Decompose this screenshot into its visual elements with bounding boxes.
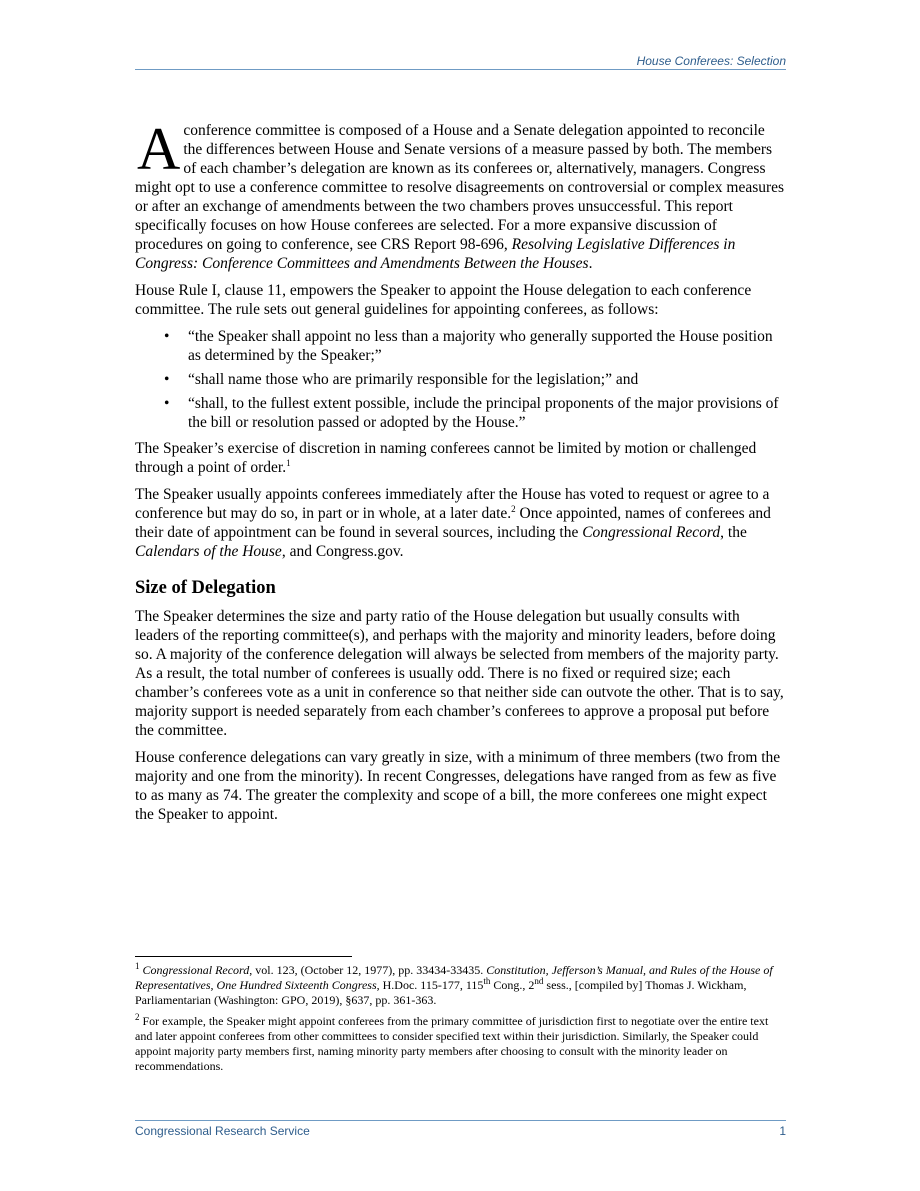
guideline-list [135,327,787,432]
fn1-th: th [483,976,491,987]
footnote-number: 1 [135,961,140,971]
fn1-text-c: Cong., 2 [490,978,535,993]
list-item-text: “the Speaker shall appoint no less than a majority who generally supported the House position as determined by the Speaker;” [188,328,773,364]
fn1-text-a: , vol. 123, (October 12, 1977), pp. 33434-33435. [249,963,487,977]
fn2-text: For example, the Speaker might appoint conferees from the primary committee of jurisdiction first to negotiate over the entire text and later appoint conferees from other committees to consider specified text within their jurisdiction. Similarly, the Speaker could appoint majority party members first, naming minority party members after choosing to consult with the minority leader on recommendations. [135,1013,769,1074]
footer-label: Congressional Research Service [135,1124,310,1138]
footnote-rule [135,956,352,957]
footnotes [135,963,787,1079]
timing-sep: , the [720,524,747,541]
timing-text-2: Once appointed, names of conferees and their date of appointment can be found in several sources, including the [135,505,771,541]
bullet: • [164,328,170,345]
list-item-text: “shall, to the fullest extent possible, include the principal proponents of the major provisions of the bill or resolution passed or adopted by the House.” [188,395,779,431]
list-item [135,394,787,432]
footnote-1 [135,963,787,1009]
timing-text-3: , and Congress.gov. [281,543,404,560]
fn1-nd: nd [534,976,544,987]
page-number: 1 [779,1124,786,1138]
report-title: Resolving Legislative Differences in Congress: Conference Committees and Amendments Between the Houses [135,236,736,272]
timing-paragraph [135,485,787,561]
fn1-text-d: sess., [compiled by] Thomas J. Wickham, Parliamentarian (Washington: GPO, 2019), §637, pp. 361-363. [135,978,747,1008]
source-calendars: Calendars of the House [135,543,282,560]
footer-rule [135,1120,786,1121]
discretion-text: The Speaker’s exercise of discretion in naming conferees cannot be limited by motion or challenged through a point of order. [135,440,757,476]
footnote-ref-1[interactable]: 1 [286,457,291,468]
size-paragraph-2: House conference delegations can vary greatly in size, with a minimum of three members (two from the majority and one from the minority). In recent Congresses, delegations have ranged from as few as five to as many as 74. The greater the complexity and scope of a bill, the more conferees one might expect the Speaker to appoint. [135,749,781,823]
bullet: • [164,371,170,388]
size-paragraph-1: The Speaker determines the size and party ratio of the House delegation but usually consults with leaders of the reporting committee(s), and perhaps with the majority and minority leaders, before doing so. A majority of the conference delegation will always be selected from members of the majority party. As a result, the total number of conferees is usually odd. There is no fixed or required size; each chamber’s conferees vote as a unit in conference so that neither side can outvote the other. That is to say, majority support is needed separately from each chamber’s conferees to approve a proposal put before the committee. [135,608,784,739]
footnote-number: 2 [135,1011,140,1022]
fn1-source: Congressional Record [142,963,250,977]
list-item [135,327,787,365]
list-item-text: “shall name those who are primarily responsible for the legislation;” and [188,371,639,388]
fn1-manual-title: Constitution, Jefferson’s Manual, and Rules of the House of Representatives, One Hundred Sixteenth Congress [135,963,773,993]
footnote-ref-2[interactable]: 2 [511,503,516,514]
header-rule [135,69,786,70]
drop-cap: A [137,116,181,182]
main-text [135,116,787,832]
footnote-2 [135,1011,787,1075]
timing-text-1: The Speaker usually appoints conferees immediately after the House has voted to request or agree to a conference but may do so, in part or in whole, at a later date. [135,486,770,522]
intro-paragraph [135,116,787,273]
list-item [135,370,787,389]
bullet: • [164,395,170,412]
intro-end: . [588,255,593,272]
source-congressional-record: Congressional Record [582,524,721,541]
rule-paragraph: House Rule I, clause 11, empowers the Speaker to appoint the House delegation to each conference committee. The rule sets out general guidelines for appointing conferees, as follows: [135,282,752,318]
section-heading: Size of Delegation [135,578,276,598]
intro-text: conference committee is composed of a House and a Senate delegation appointed to reconcile the differences between House and Senate versions of a measure passed by both. The members of each chamber’s delegation are known as its conferees or, alternatively, managers. Congress might opt to use a conference committee to resolve disagreements on controversial or complex measures or after an exchange of amendments between the two chambers proves unsuccessful. This report specifically focuses on how House conferees are selected. For a more expansive discussion of procedures on going to conference, see CRS Report 98-696, [135,122,785,253]
discretion-paragraph [135,439,787,477]
fn1-text-b: , H.Doc. 115-177, 115 [376,978,484,993]
running-header: House Conferees: Selection [636,54,786,68]
